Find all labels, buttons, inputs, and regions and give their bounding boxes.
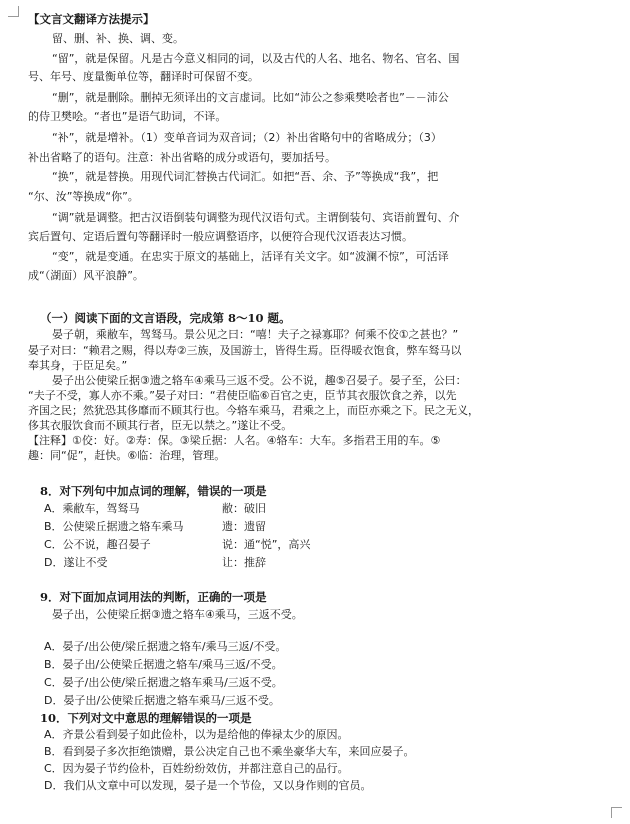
q10-option-a: A．齐景公看到晏子如此俭朴，以为是给他的俸禄太少的原因。 [44, 728, 349, 741]
q9-option-c: C．晏子/出公使/梁丘据遗之辂车乘马/三返不受。 [44, 676, 283, 689]
passage-line: 晏子朝，乘敝车，驾驽马。景公见之曰：“嘻！夫子之禄寡耶？何乘不佼①之甚也？” [52, 328, 459, 341]
tips-bian-line1: “变”，就是变通。在忠实于原文的基础上，活译有关文字。如“波澜不惊”，可活译 [52, 250, 449, 263]
q9-option-d: D．晏子出/公使梁丘据遗之辂车乘马/三返不受。 [44, 694, 280, 707]
passage-line: “夫子不受，寡人亦不乘。”晏子对曰：“君使臣临⑥百官之吏，臣节其衣服饮食之养，以先 [28, 389, 457, 402]
q9-option-b: B．晏子出/公使梁丘据遗之辂车/乘马三返/不受。 [44, 658, 283, 671]
tips-diao-line1: “调”就是调整。把古汉语倒装句调整为现代汉语句式。主谓倒装句、宾语前置句、介 [52, 211, 460, 224]
passage-line: 侈其衣服饮食而不顾其行者，臣无以禁之。”遂让不受。 [28, 419, 293, 432]
q8-option-d: D．遂让不受 [44, 556, 108, 569]
q10-option-b: B．看到晏子多次拒绝馈赠，景公决定自己也不乘坐豪华大车，来回应晏子。 [44, 745, 415, 758]
q8-option-b: B．公使梁丘据遗之辂车乘马 [44, 520, 184, 533]
q8-option-a: A．乘敝车，驾驽马 [44, 502, 140, 515]
q9-sentence: 晏子出，公使梁丘据③遗之辂车④乘马，三返不受。 [52, 608, 303, 621]
tips-liu-line1: “留”，就是保留。凡是古今意义相同的词，以及古代的人名、地名、物名、官名、国 [52, 52, 460, 65]
tips-huan-line1: “换”，就是替换。用现代词汇替换古代词汇。如把“吾、余、予”等换成“我”，把 [52, 170, 439, 183]
question-8-stem: 8．对下列句中加点词的理解，错误的一项是 [40, 484, 267, 498]
tips-shan-line2: 的侍卫樊哙。“者也”是语气助词，不译。 [28, 110, 227, 123]
page-corner-mark-top-left [8, 6, 19, 17]
q8-option-a-gloss: 敝：破旧 [222, 502, 266, 515]
q9-option-a: A．晏子/出公使/梁丘据遗之辂车/乘马三返/不受。 [44, 640, 287, 653]
q8-option-d-gloss: 让：推辞 [222, 556, 266, 569]
tips-shan-line1: “删”，就是删除。删掉无须译出的文言虚词。比如“沛公之参乘樊哙者也”－－沛公 [52, 91, 449, 104]
question-9-stem: 9．对下面加点词用法的判断，正确的一项是 [40, 590, 267, 604]
passage-line: 奉其身，于臣足矣。” [28, 359, 128, 372]
question-10-stem: 10．下列对文中意思的理解错误的一项是 [40, 711, 252, 725]
q10-option-d: D．我们从文章中可以发现，晏子是一个节俭，又以身作则的官员。 [44, 779, 372, 792]
tips-liu-line2: 号、年号、度量衡单位等，翻译时可保留不变。 [28, 70, 259, 83]
page-corner-mark-bottom-right [611, 807, 622, 818]
tips-diao-line2: 宾后置句、定语后置句等翻译时一般应调整语序，以便符合现代汉语表达习惯。 [28, 230, 413, 243]
q8-option-c: C．公不说，趣召晏子 [44, 538, 151, 551]
passage-line: 晏子出公使梁丘据③遗之辂车④乘马三返不受。公不说，趣⑤召晏子。晏子至，公曰： [52, 374, 467, 387]
passage-line: 晏子对曰：“赖君之赐，得以寿②三族，及国游士，皆得生焉。臣得暖衣饱食，弊车驽马以 [28, 344, 462, 357]
tips-bu-line1: “补”，就是增补。（1）变单音词为双音词；（2）补出省略句中的省略成分；（3） [52, 131, 442, 144]
tips-huan-line2: “尔、汝”等换成“你”。 [28, 190, 139, 203]
tips-bian-line2: 成“（湖面）风平浪静”。 [28, 269, 144, 282]
tips-title: 【文言文翻译方法提示】 [28, 12, 155, 26]
passage-notes-line1: 【注释】①佼：好。②寿：保。③梁丘据：人名。④辂车：大车。多指君王用的车。⑤ [28, 434, 441, 447]
q8-option-b-gloss: 遗：遗留 [222, 520, 266, 533]
tips-summary: 留、删、补、换、调、变。 [52, 32, 184, 45]
q10-option-c: C．因为晏子节约俭朴，百姓纷纷效仿，并都注意自己的品行。 [44, 762, 349, 775]
passage-line: 齐国之民；然犹恐其侈靡而不顾其行也。今辂车乘马，君乘之上，而臣亦乘之下。民之无义， [28, 404, 479, 417]
passage-heading: （一）阅读下面的文言语段，完成第 8～10 题。 [40, 311, 291, 325]
tips-bu-line2: 补出省略了的语句。注意：补出省略的成分或语句，要加括号。 [28, 151, 336, 164]
q8-option-c-gloss: 说：通“悦”，高兴 [222, 538, 311, 551]
passage-notes-line2: 趣：同“促”，赶快。⑥临：治理，管理。 [28, 449, 226, 462]
